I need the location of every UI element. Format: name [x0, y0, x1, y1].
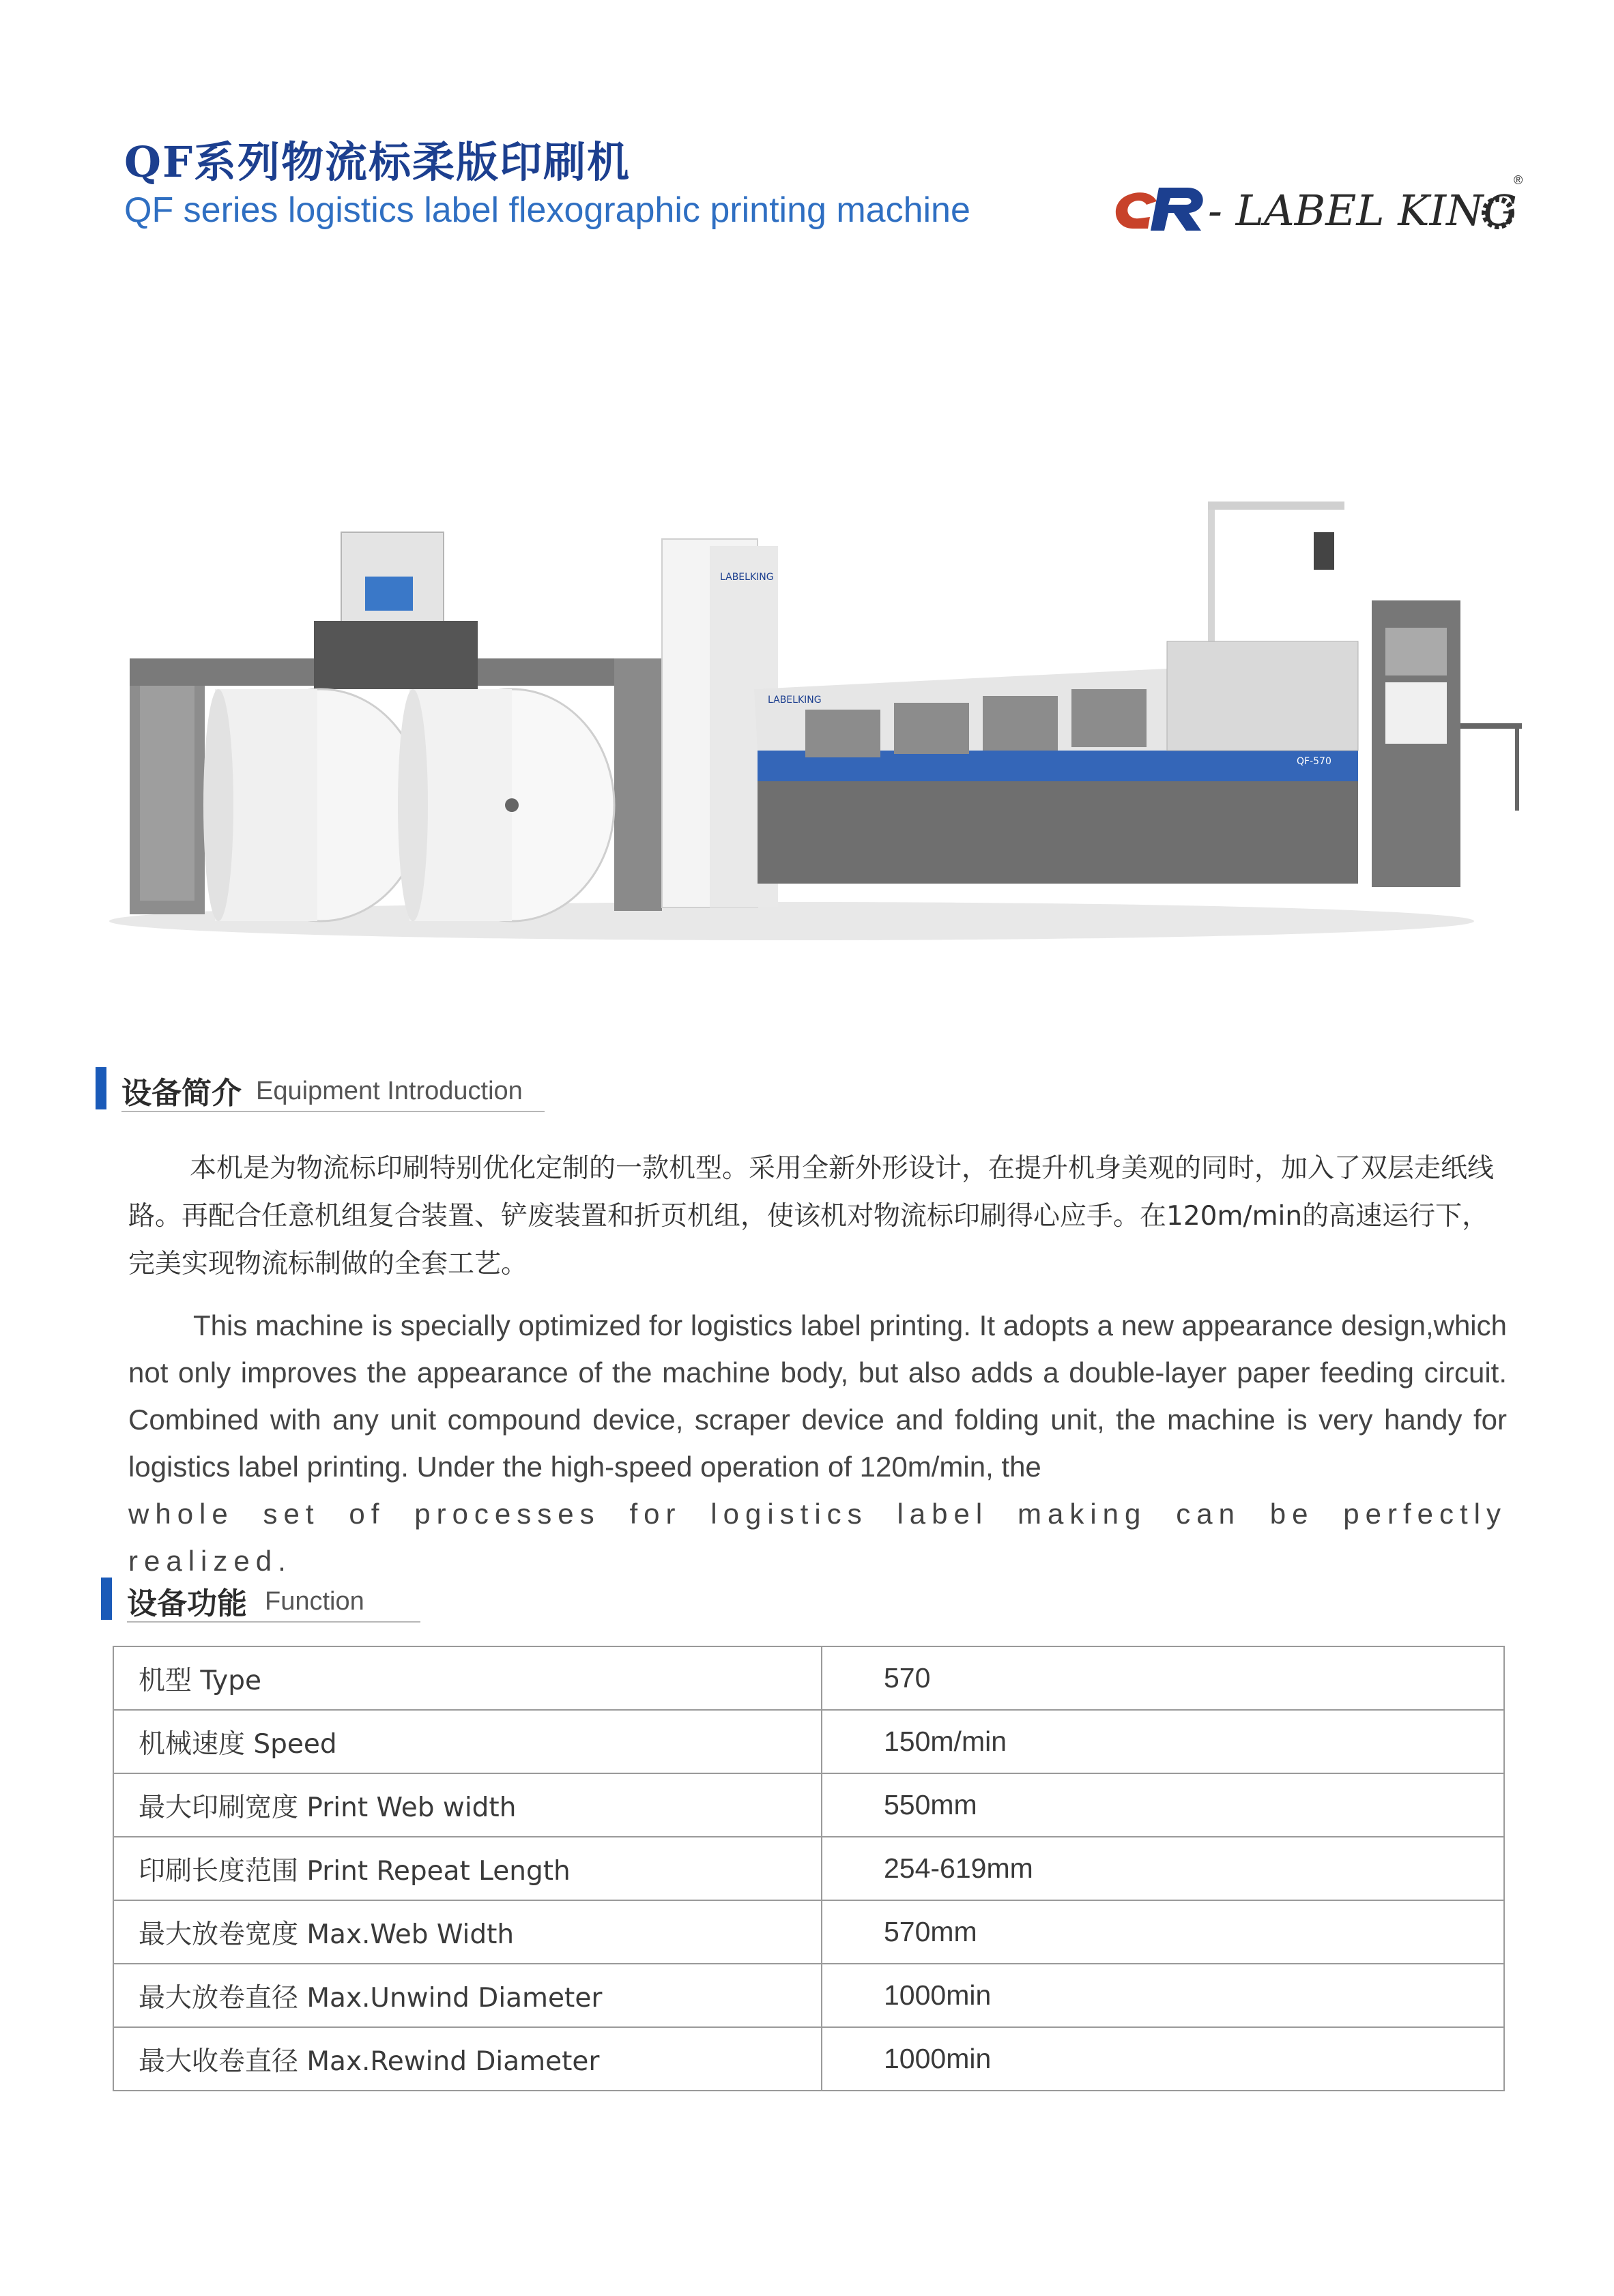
spec-value: 550mm [822, 1773, 1504, 1837]
table-row [113, 1964, 1504, 2027]
spec-label: 最大收卷直径 Max.Rewind Diameter [113, 2027, 822, 2091]
spec-label: 机械速度 Speed [113, 1710, 822, 1773]
intro-paragraph-en-body: This machine is specially optimized for logistics label printing. It adopts a new appearance design,which not only improves the appearance of the machine body, but also adds a double-layer paper feeding circuit. Combined with any unit compound device, scraper device and folding unit, the machine is very handy for logistics label printing. Under the high-speed operation of 120m/min, the [128, 1309, 1507, 1483]
heading-underline [127, 1621, 420, 1623]
function-heading [101, 1575, 442, 1623]
table-row [113, 1773, 1504, 1837]
intro-paragraph-en [128, 1302, 1507, 1584]
intro-heading-cn: 设备简介 [121, 1076, 242, 1111]
function-heading-cn: 设备功能 [127, 1586, 247, 1621]
machine-badge-2: LABELKING [768, 695, 822, 706]
spec-value: 1000min [822, 2027, 1504, 2091]
heading-underline [121, 1111, 545, 1112]
heading-accent-bar [96, 1067, 106, 1109]
spec-label: 机型 Type [113, 1646, 822, 1710]
logo-text: - LABEL KING [1208, 186, 1517, 235]
heading-accent-bar [101, 1578, 112, 1620]
function-heading-en: Function [265, 1587, 364, 1616]
intro-heading-en: Equipment Introduction [256, 1077, 523, 1105]
spec-label: 印刷长度范围 Print Repeat Length [113, 1837, 822, 1900]
intro-heading [96, 1064, 573, 1112]
page-title-en: QF series logistics label flexographic printing machine [124, 190, 970, 230]
page-title-cn: QF系列物流标柔版印刷机 [124, 137, 631, 187]
spec-value: 570 [822, 1646, 1504, 1710]
machine-illustration [109, 464, 1529, 996]
spec-value: 570mm [822, 1900, 1504, 1964]
paper-roll [203, 689, 423, 921]
spec-value: 254-619mm [822, 1837, 1504, 1900]
logo-mark-icon [1116, 188, 1203, 231]
intro-paragraph-cn: 本机是为物流标印刷特别优化定制的一款机型。采用全新外形设计，在提升机身美观的同时，加入了双层走纸线路。再配合任意机组复合装置、铲废装置和折页机组，使该机对物流标印刷得心应手。在120m/min的高速运行下，完美实现物流标制做的全套工艺。 [128, 1153, 1495, 1279]
spec-label: 最大放卷宽度 Max.Web Width [113, 1900, 822, 1964]
intro-paragraph-en-last: whole set of processes for logistics label making can be perfectly realized. [128, 1498, 1507, 1577]
table-row [113, 1646, 1504, 1710]
table-row [113, 2027, 1504, 2091]
machine-badge: LABELKING [720, 572, 774, 583]
label-king-logo [1106, 164, 1529, 252]
spec-label: 最大放卷直径 Max.Unwind Diameter [113, 1964, 822, 2027]
table-row [113, 1710, 1504, 1773]
model-tag: QF-570 [1297, 756, 1331, 767]
table-row [113, 1837, 1504, 1900]
spec-label: 最大印刷宽度 Print Web width [113, 1773, 822, 1837]
spec-table [113, 1646, 1505, 2091]
spec-value: 1000min [822, 1964, 1504, 2027]
registered-mark: ® [1514, 173, 1523, 187]
table-row [113, 1900, 1504, 1964]
paper-roll [398, 689, 614, 921]
spec-value: 150m/min [822, 1710, 1504, 1773]
